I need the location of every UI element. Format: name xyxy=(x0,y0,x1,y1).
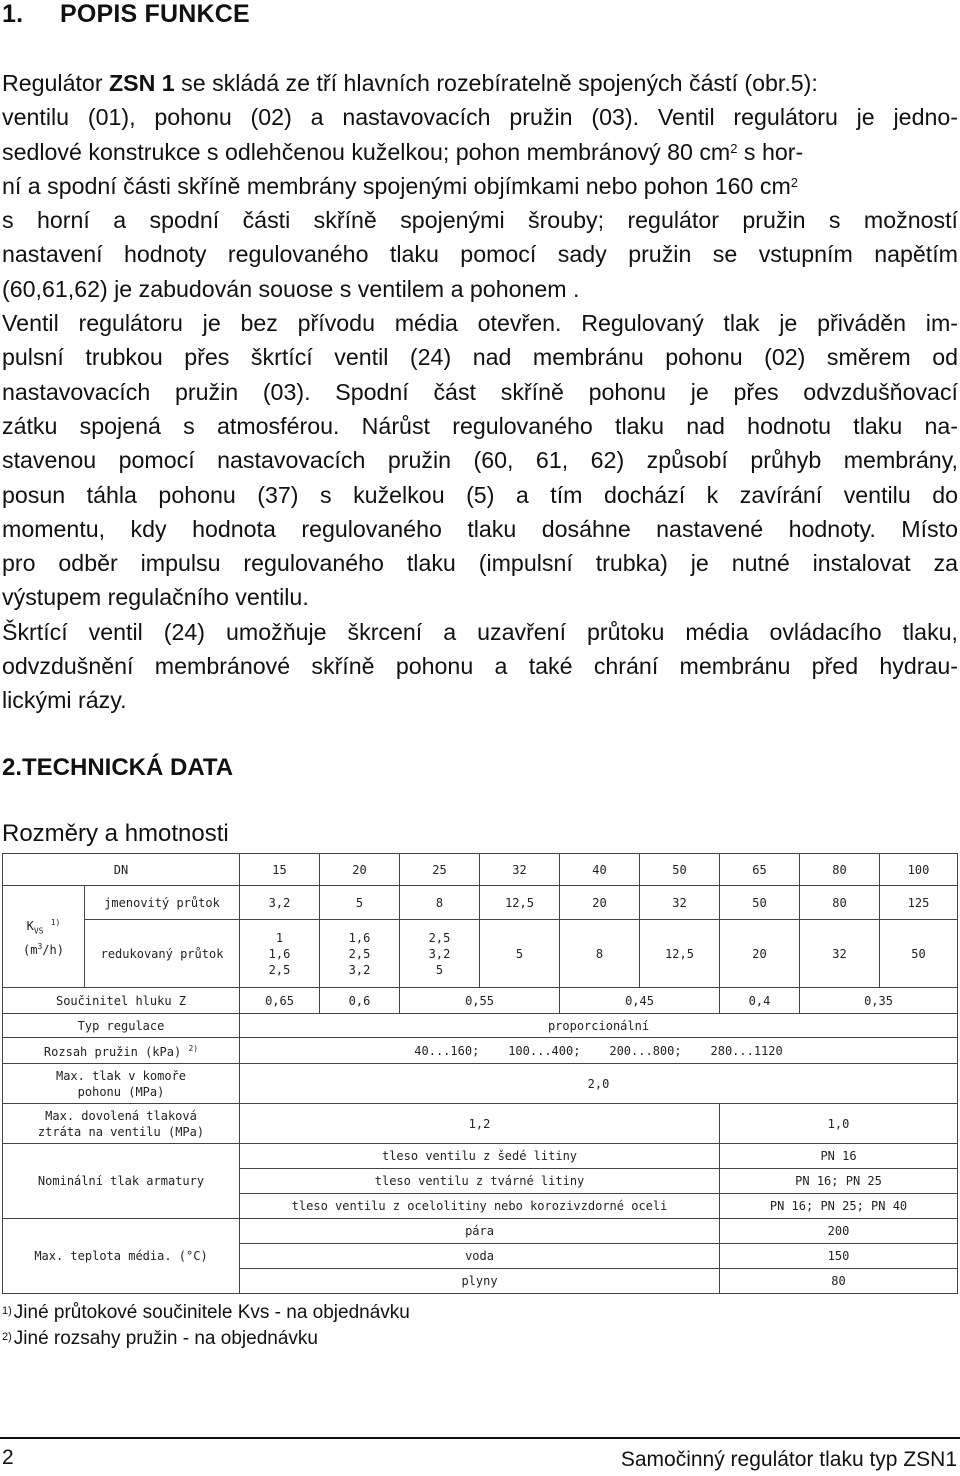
redukovany-value: 8 xyxy=(560,920,640,988)
soucinitel-value: 0,4 xyxy=(720,988,800,1014)
row-tlakova-ztrata xyxy=(3,1104,958,1144)
redukovany-cell xyxy=(240,920,320,988)
redukovany-value: 32 xyxy=(800,920,880,988)
max-tlak-value: 2,0 xyxy=(240,1064,958,1104)
footnote xyxy=(2,1326,410,1352)
footnotes xyxy=(2,1300,410,1352)
superscript: 2 xyxy=(730,140,738,156)
text-line: pulsní trubkou přes škrtící ventil (24) nad membránu pohonu (02) směrem od xyxy=(2,344,958,371)
description-paragraph xyxy=(2,66,958,718)
footnote-text: Jiné průtokové součinitele Kvs - na objednávku xyxy=(13,1302,410,1323)
typ-regulace-value: proporcionální xyxy=(240,1014,958,1038)
dn-value: 100 xyxy=(880,854,958,886)
redukovany-cell xyxy=(400,920,480,988)
text-line: zátku spojená s atmosférou. Nárůst regulovaného tlaku nad hodnotu tlaku na- xyxy=(2,412,958,439)
row-nominalni-tlak xyxy=(3,1144,958,1169)
text-run: s hor- xyxy=(737,138,804,165)
text-line xyxy=(2,169,958,203)
ztrata-label xyxy=(3,1104,240,1144)
redukovany-value: 2,5 xyxy=(268,962,291,977)
temp-value: 80 xyxy=(720,1269,958,1294)
redukovany-value: 1 xyxy=(275,930,284,945)
text-line: Škrtící ventil (24) umožňuje škrcení a uzavření průtoku média ovládacího tlaku, xyxy=(2,618,958,645)
kvs-subscript: VS xyxy=(33,926,44,936)
jmenovity-value: 20 xyxy=(560,886,640,920)
redukovany-value: 50 xyxy=(880,920,958,988)
redukovany-value: 5 xyxy=(435,962,444,977)
jmenovity-value: 80 xyxy=(800,886,880,920)
footnote-text: Jiné rozsahy pružin - na objednávku xyxy=(13,1328,318,1349)
redukovany-value: 3,2 xyxy=(348,962,371,977)
product-code: ZSN 1 xyxy=(108,70,175,96)
row-soucinitel-hluku xyxy=(3,988,958,1014)
text-line: nastavení hodnoty regulovaného tlaku pomocí sady pružin se vstupním napětím xyxy=(2,241,958,268)
ztrata-value: 1,2 xyxy=(240,1104,720,1144)
kvs-label xyxy=(3,886,85,988)
dn-value: 40 xyxy=(560,854,640,886)
text-line: posun táhla pohonu (37) s kuželkou (5) a tím dochází k zavírání ventilu do xyxy=(2,481,958,508)
nominalni-tlak-label: Nominální tlak armatury xyxy=(3,1144,240,1219)
row-redukovany-prutok xyxy=(3,920,958,988)
text-run: Regulátor xyxy=(2,70,109,96)
pn-value: PN 16; PN 25; PN 40 xyxy=(720,1194,958,1219)
dn-value: 65 xyxy=(720,854,800,886)
medium-label: plyny xyxy=(240,1269,720,1294)
ztrata-label-line: ztráta na ventilu (MPa) xyxy=(37,1124,205,1139)
max-teplota-label: Max. teplota média. (°C) xyxy=(3,1219,240,1294)
jmenovity-value: 32 xyxy=(640,886,720,920)
row-max-tlak xyxy=(3,1064,958,1104)
row-rozsah-pruzin xyxy=(3,1038,958,1064)
footnote-mark: 1) xyxy=(2,1305,12,1317)
jmenovity-value: 50 xyxy=(720,886,800,920)
jmenovity-value: 5 xyxy=(320,886,400,920)
kvs-symbol: K xyxy=(26,918,34,933)
superscript: 2 xyxy=(790,174,799,190)
medium-label: pára xyxy=(240,1219,720,1244)
max-tlak-label-line: pohonu (MPa) xyxy=(77,1084,165,1099)
typ-regulace-label: Typ regulace xyxy=(3,1014,240,1038)
text-line: lickými rázy. xyxy=(2,687,127,714)
technical-data-table xyxy=(2,853,958,1294)
redukovany-label: redukovaný průtok xyxy=(85,920,240,988)
table-caption: Rozměry a hmotnosti xyxy=(2,820,229,847)
text-line: s horní a spodní části skříně spojenými šrouby; regulátor pružin s možností xyxy=(2,207,958,234)
temp-value: 200 xyxy=(720,1219,958,1244)
ztrata-value: 1,0 xyxy=(720,1104,958,1144)
redukovany-value: 2,5 xyxy=(348,946,371,961)
footnote-mark: 2) xyxy=(2,1331,12,1343)
dn-label: DN xyxy=(3,854,240,886)
page-number: 2 xyxy=(2,1446,14,1469)
ztrata-label-line: Max. dovolená tlaková xyxy=(45,1108,197,1123)
dn-value: 15 xyxy=(240,854,320,886)
redukovany-value: 2,5 xyxy=(428,930,451,945)
section-number: 1. xyxy=(2,0,24,28)
material-label: tleso ventilu z tvárné litiny xyxy=(240,1169,720,1194)
text-run: sedlové konstrukce s odlehčenou kuželkou; pohon membránový 80 cm xyxy=(2,138,731,165)
rozsah-label-text: Rozsah pružin (kPa) xyxy=(43,1045,182,1059)
kvs-unit: /h) xyxy=(42,943,64,958)
pn-value: PN 16 xyxy=(720,1144,958,1169)
dn-value: 25 xyxy=(400,854,480,886)
row-typ-regulace xyxy=(3,1014,958,1038)
redukovany-value: 12,5 xyxy=(640,920,720,988)
jmenovity-value: 12,5 xyxy=(480,886,560,920)
soucinitel-value: 0,6 xyxy=(320,988,400,1014)
text-line: pro odběr impulsu regulovaného tlaku (impulsní trubka) je nutné instalovat za xyxy=(2,550,958,577)
jmenovity-value: 8 xyxy=(400,886,480,920)
footer-divider xyxy=(0,1437,960,1439)
text-run: se skládá ze tří hlavních rozebíratelně spojených částí (obr.5): xyxy=(174,70,818,96)
superscript: 3 xyxy=(37,942,43,952)
soucinitel-value: 0,55 xyxy=(400,988,560,1014)
max-tlak-label-line: Max. tlak v komoře xyxy=(55,1068,187,1083)
material-label: tleso ventilu z šedé litiny xyxy=(240,1144,720,1169)
redukovany-value: 1,6 xyxy=(268,946,291,961)
jmenovity-value: 125 xyxy=(880,886,958,920)
redukovany-value: 20 xyxy=(720,920,800,988)
kvs-unit: (m xyxy=(23,943,38,958)
row-max-teplota xyxy=(3,1219,958,1244)
section-heading-technicka-data: 2.TECHNICKÁ DATA xyxy=(2,754,234,781)
soucinitel-value: 0,65 xyxy=(240,988,320,1014)
rozsah-value: 40...160; 100...400; 200...800; 280...1120 xyxy=(240,1038,958,1064)
text-line: (60,61,62) je zabudován souose s ventilem a pohonem . xyxy=(2,275,580,302)
text-line: výstupem regulačního ventilu. xyxy=(2,584,309,611)
redukovany-value: 5 xyxy=(480,920,560,988)
max-tlak-label xyxy=(3,1064,240,1104)
dn-value: 50 xyxy=(640,854,720,886)
pn-value: PN 16; PN 25 xyxy=(720,1169,958,1194)
material-label: tleso ventilu z ocelolitiny nebo korozivzdorné oceli xyxy=(240,1194,720,1219)
text-line xyxy=(2,66,958,100)
text-line: stavenou pomocí nastavovacích pružin (60, 61, 62) způsobí průhyb membrány, xyxy=(2,447,958,474)
medium-label: voda xyxy=(240,1244,720,1269)
text-run: ní a spodní části skříně membrány spojenými objímkami nebo pohon 160 cm xyxy=(2,172,791,199)
dn-value: 20 xyxy=(320,854,400,886)
text-line: nastavovacích pružin (03). Spodní část skříně pohonu je přes odvzdušňovací xyxy=(2,378,958,405)
text-line xyxy=(2,135,958,169)
jmenovity-label: jmenovitý průtok xyxy=(85,886,240,920)
section-heading-popis-funkce xyxy=(2,0,250,29)
redukovany-value: 3,2 xyxy=(428,946,451,961)
text-line: odvzdušnění membránové skříně pohonu a také chrání membránu před hydrau- xyxy=(2,653,958,680)
text-line: Ventil regulátoru je bez přívodu média otevřen. Regulovaný tlak je přiváděn im- xyxy=(2,310,958,337)
redukovany-value: 1,6 xyxy=(348,930,371,945)
footnote-ref: 1) xyxy=(50,917,61,927)
temp-value: 150 xyxy=(720,1244,958,1269)
soucinitel-value: 0,45 xyxy=(560,988,720,1014)
dn-value: 80 xyxy=(800,854,880,886)
jmenovity-value: 3,2 xyxy=(240,886,320,920)
dn-value: 32 xyxy=(480,854,560,886)
section-title: POPIS FUNKCE xyxy=(60,0,250,28)
footnote xyxy=(2,1300,410,1326)
redukovany-cell xyxy=(320,920,400,988)
footnote-ref: 2) xyxy=(188,1044,199,1053)
soucinitel-value: 0,35 xyxy=(800,988,958,1014)
text-line: momentu, kdy hodnota regulovaného tlaku dosáhne nastavené hodnoty. Místo xyxy=(2,515,958,542)
soucinitel-label: Součinitel hluku Z xyxy=(3,988,240,1014)
footer-title: Samočinný regulátor tlaku typ ZSN1 xyxy=(620,1448,957,1471)
row-dn xyxy=(3,854,958,886)
text-line: ventilu (01), pohonu (02) a nastavovacích pružin (03). Ventil regulátoru je jedno- xyxy=(2,104,958,131)
row-jmenovity-prutok xyxy=(3,886,958,920)
rozsah-label xyxy=(3,1038,240,1064)
